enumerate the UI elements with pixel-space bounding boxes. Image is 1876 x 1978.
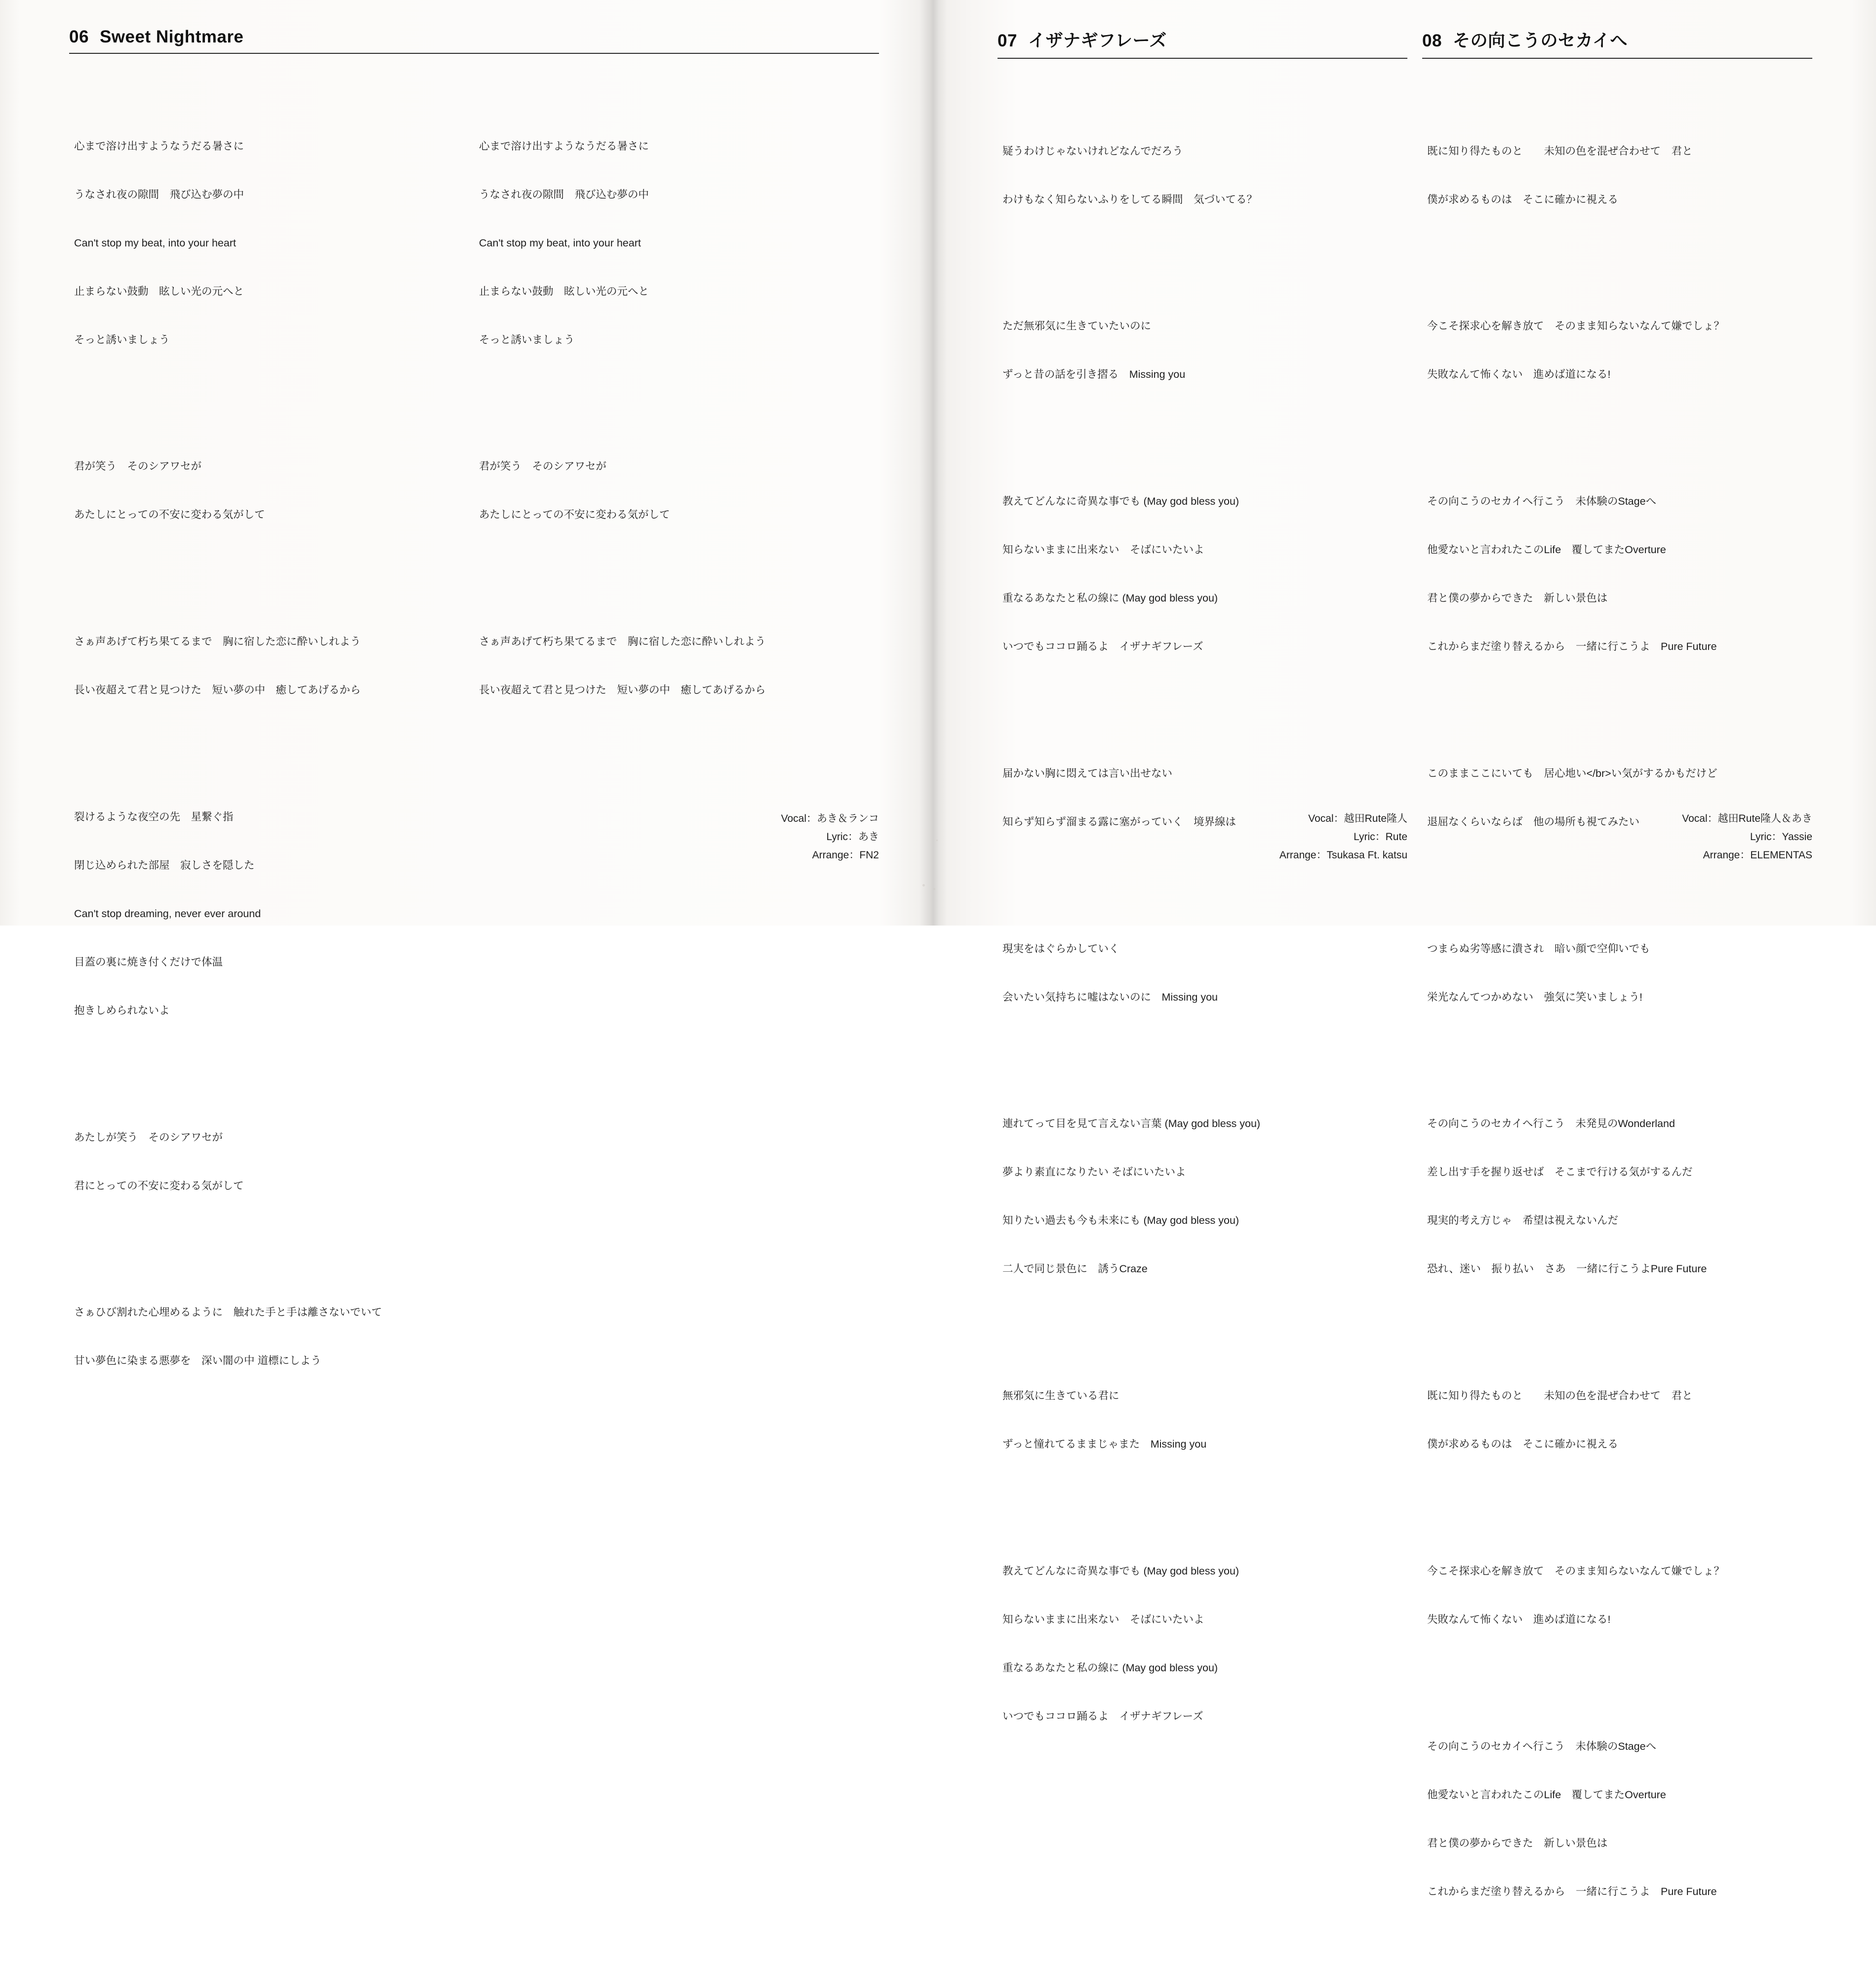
lyric-line: 心まで溶け出すようなうだる暑さに: [479, 140, 649, 152]
credit-arrange: Arrange：Tsukasa Ft. katsu: [1279, 849, 1407, 861]
lyric-line: 届かない胸に悶えては言い出せない: [1002, 767, 1173, 779]
lyric-line: ずっと昔の話を引き摺る Missing you: [1002, 368, 1186, 381]
lyric-line: 差し出す手を握り返せば そこまで行ける気がするんだ: [1427, 1166, 1693, 1178]
lyric-line: 失敗なんて怖くない 進めば道になる!: [1427, 1613, 1611, 1625]
lyric-stanza: [1002, 461, 1407, 687]
lyric-stanza: [1427, 1356, 1812, 1485]
track-08: [1422, 27, 1812, 1978]
lyric-stanza: [479, 106, 874, 380]
credit-lyric: Lyric：Rute: [1354, 831, 1407, 843]
lyric-line: Can't stop my beat, into your heart: [74, 237, 236, 249]
track-06-heading: [69, 27, 879, 54]
lyric-line: 知らず知らず溜まる露に塞がっていく 境界線は: [1002, 815, 1237, 828]
track-08-heading: [1422, 27, 1812, 59]
lyric-line: 裂けるような夜空の先 星繋ぐ指: [74, 810, 234, 823]
lyric-stanza: [1427, 111, 1812, 240]
lyric-line: Can't stop dreaming, never ever around: [74, 907, 261, 920]
lyric-line: 僕が求めるものは そこに確かに視える: [1427, 1438, 1619, 1451]
lyric-line: 既に知り得たものと 未知の色を混ぜ合わせて 君と: [1427, 145, 1693, 157]
lyric-line: 既に知り得たものと 未知の色を混ぜ合わせて 君と: [1427, 1390, 1693, 1402]
lyric-line: 重なるあなたと私の線に (May god bless you): [1002, 592, 1218, 605]
lyric-line: 連れてって目を見て言えない言葉 (May god bless you): [1002, 1118, 1261, 1130]
track-08-credits: [1462, 810, 1812, 864]
lyric-stanza: [479, 602, 874, 730]
lyric-stanza: [1427, 1531, 1812, 1659]
lyric-line: 君と僕の夢からできた 新しい景色は: [1427, 1837, 1608, 1849]
track-07-credits: [1062, 810, 1407, 864]
lyric-stanza: [1427, 908, 1812, 1037]
lyric-line: 心まで溶け出すようなうだる暑さに: [74, 140, 244, 152]
lyric-line: 教えてどんなに奇異な事でも (May god bless you): [1002, 495, 1239, 508]
lyric-line: さぁひび割れた心埋めるように 触れた手と手は離さないでいて: [74, 1306, 382, 1319]
lyric-line: その向こうのセカイへ行こう 未体験のStageへ: [1427, 495, 1657, 508]
lyric-line: 甘い夢色に染まる悪夢を 深い闇の中 道標にしよう: [74, 1355, 321, 1367]
track-06-credits: [533, 810, 879, 864]
lyric-line: 君が笑う そのシアワセが: [74, 460, 202, 473]
lyric-line: 退屈なくらいならば 他の場所も視てみたい: [1427, 815, 1640, 828]
lyric-line: ずっと憧れてるままじゃまた Missing you: [1002, 1438, 1207, 1451]
track-07-lyrics: [998, 79, 1407, 1803]
lyric-line: そっと誘いましょう: [74, 333, 170, 346]
lyric-line: いつでもココロ踊るよ イザナギフレーズ: [1002, 1710, 1203, 1722]
lyric-line: 他愛ないと言われたこのLife 覆してまたOverture: [1427, 1788, 1666, 1801]
credit-lyric: Lyric：あき: [826, 831, 879, 843]
lyric-line: 栄光なんてつかめない 強気に笑いましょう!: [1427, 991, 1642, 1003]
scan-speck: [922, 884, 925, 887]
track-08-lyrics-column-1: [1422, 79, 1812, 1978]
lyric-stanza: [74, 426, 479, 555]
scan-speck: [933, 888, 935, 890]
lyric-line: 他愛ないと言われたこのLife 覆してまたOverture: [1427, 544, 1666, 556]
lyric-line: 失敗なんて怖くない 進めば道になる!: [1427, 368, 1611, 381]
credit-lyric: Lyric：Yassie: [1750, 831, 1812, 843]
credit-vocal: Vocal：あき＆ランコ: [781, 813, 879, 824]
lyric-line: 会いたい気持ちに嘘はないのに Missing you: [1002, 991, 1218, 1003]
track-07-title: イザナギフレーズ: [1028, 31, 1167, 50]
lyric-stanza: [1427, 286, 1812, 415]
lyric-line: つまらぬ劣等感に潰され 暗い顔で空仰いでも: [1427, 942, 1650, 955]
lyric-stanza: [1002, 1084, 1407, 1309]
lyric-line: ただ無邪気に生きていたいのに: [1002, 320, 1152, 332]
lyric-line: その向こうのセカイへ行こう 未発見のWonderland: [1427, 1118, 1675, 1130]
lyric-line: これからまだ塗り替えるから 一緒に行こうよ Pure Future: [1427, 641, 1717, 653]
lyric-line: 君と僕の夢からできた 新しい景色は: [1427, 592, 1608, 605]
lyric-stanza: [1002, 908, 1407, 1037]
track-07: [998, 27, 1407, 1803]
lyric-line: いつでもココロ踊るよ イザナギフレーズ: [1002, 641, 1203, 653]
scan-speck: [936, 840, 938, 841]
lyric-line: これからまだ塗り替えるから 一緒に行こうよ Pure Future: [1427, 1885, 1717, 1897]
lyric-line: そっと誘いましょう: [479, 333, 575, 346]
credit-arrange: Arrange：FN2: [812, 849, 879, 861]
lyric-line: 君が笑う そのシアワセが: [479, 460, 607, 473]
lyric-line: 知りたい過去も今も未来にも (May god bless you): [1002, 1214, 1239, 1227]
track-08-number: 08: [1422, 31, 1442, 50]
lyric-stanza: [479, 426, 874, 555]
track-06-title: Sweet Nightmare: [99, 27, 244, 46]
lyric-line: 重なるあなたと私の線に (May god bless you): [1002, 1661, 1218, 1674]
lyric-line: 止まらない鼓動 眩しい光の元へと: [479, 285, 649, 297]
lyric-line: うなされ夜の隙間 飛び込む夢の中: [479, 188, 649, 201]
lyric-stanza: [1002, 1356, 1407, 1485]
lyric-line: 長い夜超えて君と見つけた 短い夢の中 癒してあげるから: [479, 684, 766, 696]
track-06-lyrics: [69, 74, 879, 1448]
lyric-line: 知らないままに出来ない そばにいたいよ: [1002, 544, 1204, 556]
lyric-line: 二人で同じ景色に 誘うCraze: [1002, 1263, 1148, 1275]
lyric-line: さぁ声あげて朽ち果てるまで 胸に宿した恋に酔いしれよう: [479, 636, 766, 648]
track-06-number: 06: [69, 27, 89, 46]
track-06-lyrics-column-2: [479, 74, 874, 1448]
lyric-stanza: [74, 1272, 479, 1401]
lyric-line: その向こうのセカイへ行こう 未体験のStageへ: [1427, 1740, 1657, 1752]
lyric-line: うなされ夜の隙間 飛び込む夢の中: [74, 188, 244, 201]
lyric-line: 教えてどんなに奇異な事でも (May god bless you): [1002, 1565, 1239, 1577]
lyric-line: 夢より素直になりたい そばにいたいよ: [1002, 1166, 1186, 1178]
lyric-line: 恐れ、迷い 振り払い さあ 一緒に行こうよPure Future: [1427, 1263, 1707, 1275]
track-07-heading: [998, 27, 1407, 59]
track-08-title: その向こうのセカイへ: [1452, 31, 1628, 50]
booklet-page-right: [928, 0, 1876, 1897]
credit-vocal: Vocal：越田Rute隆人＆あき: [1682, 813, 1812, 824]
lyric-line: 現実的考え方じゃ 希望は視えないんだ: [1427, 1214, 1619, 1227]
lyric-line: Can't stop my beat, into your heart: [479, 237, 641, 249]
credit-arrange: Arrange：ELEMENTAS: [1703, 849, 1812, 861]
lyric-line: 君にとっての不安に変わる気がして: [74, 1179, 244, 1192]
lyric-line: 今こそ探求心を解き放て そのまま知らないなんて嫌でしょ？: [1427, 1565, 1725, 1577]
lyric-line: あたしにとっての不安に変わる気がして: [479, 509, 670, 521]
lyric-line: 今こそ探求心を解き放て そのまま知らないなんて嫌でしょ？: [1427, 320, 1725, 332]
lyric-stanza: [1427, 461, 1812, 687]
lyric-line: 現実をはぐらかしていく: [1002, 942, 1119, 955]
lyric-line: 抱きしめられないよ: [74, 1004, 170, 1016]
lyric-line: 閉じ込められた部屋 寂しさを隠した: [74, 859, 255, 871]
lyric-stanza: [74, 106, 479, 380]
lyric-stanza: [1002, 1531, 1407, 1756]
lyric-line: 僕が求めるものは そこに確かに視える: [1427, 193, 1619, 205]
lyric-stanza: [1427, 1084, 1812, 1309]
lyric-stanza: [1002, 111, 1407, 240]
lyric-line: 疑うわけじゃないけれどなんでだろう: [1002, 145, 1183, 157]
lyric-line: あたしが笑う そのシアワセが: [74, 1131, 223, 1143]
lyric-line: わけもなく知らないふりをしてる瞬間 気づいてる？: [1002, 193, 1258, 205]
lyric-line: 止まらない鼓動 眩しい光の元へと: [74, 285, 244, 297]
track-08-lyrics: [1422, 79, 1812, 1978]
track-06-lyrics-column-1: [69, 74, 479, 1448]
lyric-line: 目蓋の裏に焼き付くだけで体温: [74, 956, 223, 968]
lyric-line: 無邪気に生きている君に: [1002, 1390, 1119, 1402]
lyric-line: さぁ声あげて朽ち果てるまで 胸に宿した恋に酔いしれよう: [74, 636, 361, 648]
booklet-page-left: [0, 0, 928, 1367]
track-07-lyrics-column-1: [998, 79, 1407, 1803]
lyric-stanza: [74, 602, 479, 730]
lyric-stanza: [74, 777, 479, 1051]
track-07-number: 07: [998, 31, 1017, 50]
lyric-line: 知らないままに出来ない そばにいたいよ: [1002, 1613, 1204, 1625]
credit-vocal: Vocal：越田Rute隆人: [1308, 813, 1407, 824]
lyric-stanza: [74, 1097, 479, 1226]
lyric-line: このままここにいても 居心地い</br>い気がするかもだけど: [1427, 767, 1717, 779]
track-06: [69, 27, 879, 1448]
lyric-stanza: [1427, 1706, 1812, 1932]
lyric-stanza: [1002, 286, 1407, 415]
lyric-line: あたしにとっての不安に変わる気がして: [74, 509, 265, 521]
lyric-line: 長い夜超えて君と見つけた 短い夢の中 癒してあげるから: [74, 684, 361, 696]
